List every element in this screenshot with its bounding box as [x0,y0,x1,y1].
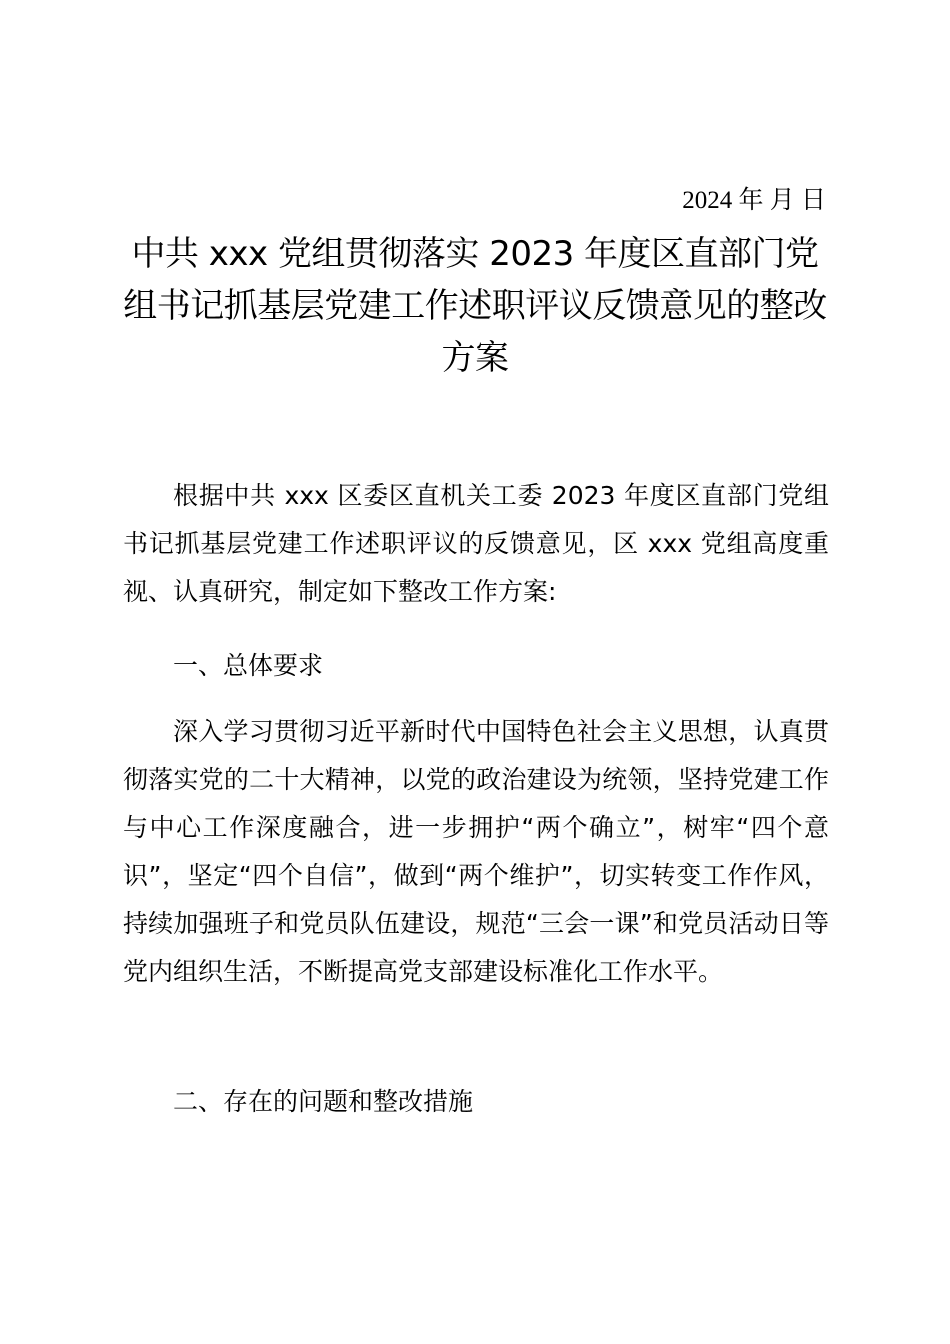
document-date: 2024 年 月 日 [682,187,826,214]
section-two-heading: 二、存在的问题和整改措施 [173,1087,474,1116]
document-title: 中共 xxx 党组贯彻落实 2023 年度区直部门党组书记抓基层党建工作述职评议反馈意见的整改方案 [123,234,827,378]
section-one-paragraph: 深入学习贯彻习近平新时代中国特色社会主义思想，认真贯彻落实党的二十大精神，以党的政治建设为统领，坚持党建工作与中心工作深度融合，进一步拥护“两个确立”，树牢“四个意识”，坚定“四个自信”，做到“两个维护”，切实转变工作作风，持续加强班子和党员队伍建设，规范“三会一课”和党员活动日等党内组织生活，不断提高党支部建设标准化工作水平。 [123,717,829,986]
section-one-heading: 一、总体要求 [173,651,324,680]
intro-paragraph: 根据中共 xxx 区委区直机关工委 2023 年度区直部门党组书记抓基层党建工作述职评议的反馈意见，区 xxx 党组高度重视、认真研究，制定如下整改工作方案: [123,481,829,606]
